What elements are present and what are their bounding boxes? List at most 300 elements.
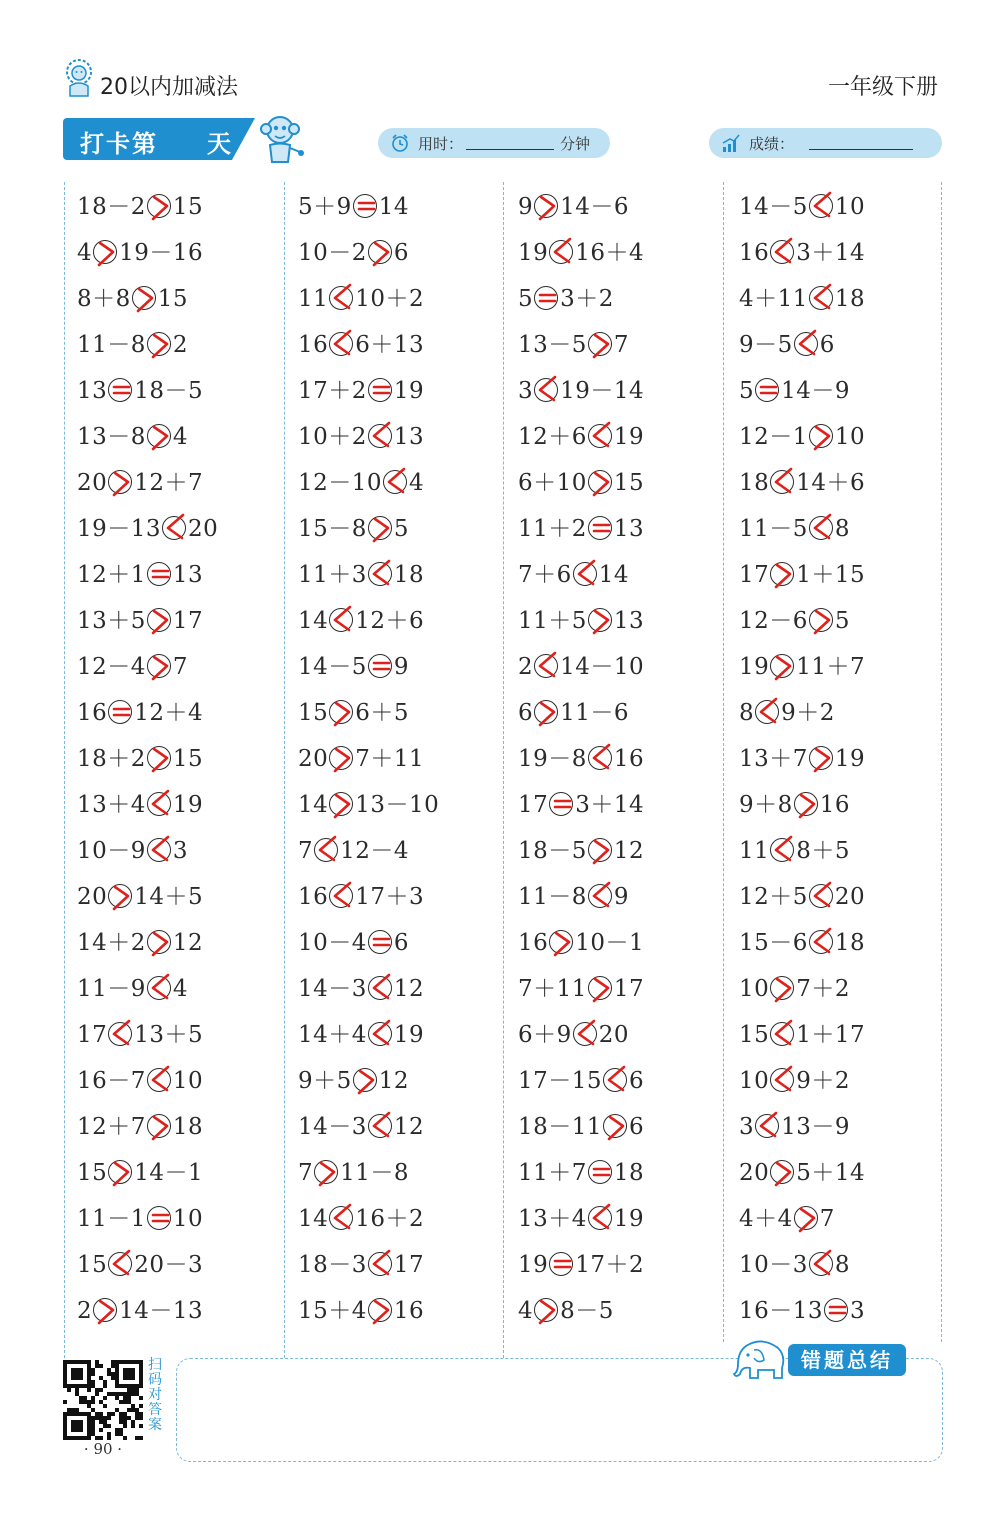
problem-column-3 [518,184,728,1334]
answer-circle[interactable] [534,378,559,403]
answer-circle[interactable] [809,608,834,633]
handwritten-answer-mark [145,1108,175,1144]
comparison-row [739,1196,949,1242]
answer-circle[interactable] [368,516,393,541]
left-expression: 11 [739,838,770,864]
comparison-row [739,1242,949,1288]
answer-circle[interactable] [770,240,795,265]
comparison-row [739,598,949,644]
right-expression: 3＋14 [575,792,645,818]
handwritten-answer-mark [807,1246,837,1282]
answer-circle[interactable] [368,424,393,449]
answer-circle[interactable] [368,976,393,1001]
handwritten-answer-mark [807,280,837,316]
answer-circle[interactable] [549,240,574,265]
right-expression: 6 [819,332,835,358]
right-expression: 19－16 [119,240,204,266]
comparison-row [739,1012,949,1058]
handwritten-answer-mark [145,970,175,1006]
handwritten-answer-mark [366,970,396,1006]
handwritten-answer-mark [327,326,357,362]
answer-circle[interactable] [809,424,834,449]
handwritten-answer-mark [145,188,175,224]
handwritten-answer-mark [586,740,616,776]
comparison-row [518,506,728,552]
handwritten-answer-mark [145,418,175,454]
answer-circle[interactable] [329,792,354,817]
right-expression: 12 [393,976,425,1002]
answer-circle[interactable] [809,286,834,311]
right-expression: 19 [834,746,866,772]
right-expression: 6 [393,240,410,266]
left-expression: 10＋2 [298,424,367,450]
score-field[interactable] [709,128,942,158]
monkey-icon [254,112,306,168]
answer-circle[interactable] [794,332,819,357]
comparison-row [298,966,508,1012]
handwritten-answer-mark [768,970,798,1006]
answer-circle[interactable] [809,746,834,771]
handwritten-answer-mark [586,970,616,1006]
left-expression: 18－5 [518,838,587,864]
answer-circle[interactable] [534,700,559,725]
left-expression: 11＋3 [298,562,367,588]
answer-circle[interactable] [147,838,172,863]
answer-circle[interactable] [108,1252,133,1277]
comparison-row [298,1012,508,1058]
left-expression: 16 [298,332,329,358]
right-expression: 4 [172,424,189,450]
comparison-row [739,230,949,276]
handwritten-answer-mark [768,648,798,684]
left-expression: 11＋5 [518,608,587,634]
handwritten-answer-mark [807,602,837,638]
left-expression: 10－9 [77,838,146,864]
answer-circle[interactable] [809,1252,834,1277]
answer-circle[interactable] [549,930,574,955]
handwritten-answer-mark [327,786,357,822]
right-expression: 15 [172,746,204,772]
left-expression: 9－5 [739,332,793,358]
left-expression: 4 [518,1298,534,1324]
answer-circle[interactable] [93,240,118,265]
left-expression: 12－10 [298,470,383,496]
handwritten-answer-mark [532,694,562,730]
answer-circle[interactable] [770,1160,795,1185]
answer-circle[interactable] [588,884,613,909]
left-expression: 16 [298,884,329,910]
comparison-row [739,184,949,230]
left-expression: 12＋6 [518,424,587,450]
comparison-row [298,552,508,598]
answer-circle[interactable] [770,654,795,679]
handwritten-answer-mark [145,556,175,592]
answer-circle[interactable] [329,608,354,633]
left-expression: 15 [298,700,329,726]
comparison-row [298,1058,508,1104]
left-expression: 14 [298,792,329,818]
answer-circle[interactable] [534,286,559,311]
left-expression: 11－5 [739,516,808,542]
answer-circle[interactable] [824,1298,849,1323]
answer-circle[interactable] [603,1068,628,1093]
problem-column-2 [298,184,508,1334]
right-expression: 17 [613,976,645,1002]
left-expression: 4 [77,240,93,266]
answer-circle[interactable] [147,792,172,817]
answer-circle[interactable] [770,1022,795,1047]
handwritten-answer-mark [768,1016,798,1052]
left-expression: 16－13 [739,1298,824,1324]
daka-day-label: 天 [207,130,231,158]
comparison-row [77,736,287,782]
comparison-row [518,414,728,460]
handwritten-answer-mark [106,1246,136,1282]
answer-circle[interactable] [588,608,613,633]
answer-circle[interactable] [770,838,795,863]
handwritten-answer-mark [768,234,798,270]
handwritten-answer-mark [571,556,601,592]
right-expression: 3＋14 [796,240,866,266]
answer-circle[interactable] [368,1298,393,1323]
handwritten-answer-mark [106,694,136,730]
right-expression: 6 [393,930,410,956]
answer-circle[interactable] [147,1068,172,1093]
right-expression: 18 [834,930,866,956]
answer-circle[interactable] [108,1160,133,1185]
answer-circle[interactable] [368,1252,393,1277]
right-expression: 11＋7 [796,654,866,680]
handwritten-answer-mark [145,326,175,362]
answer-circle[interactable] [770,1068,795,1093]
right-expression: 6＋5 [355,700,410,726]
right-expression: 2 [172,332,189,358]
handwritten-answer-mark [312,832,342,868]
answer-circle[interactable] [534,1298,559,1323]
answer-circle[interactable] [93,1298,118,1323]
right-expression: 8 [834,1252,851,1278]
comparison-row [518,1288,728,1334]
right-expression: 12＋6 [355,608,425,634]
comparison-row [518,920,728,966]
comparison-row [77,966,287,1012]
score-blank [809,149,913,150]
answer-circle[interactable] [147,194,172,219]
right-expression: 14＋5 [134,884,204,910]
answer-circle[interactable] [588,976,613,1001]
right-expression: 10 [172,1068,204,1094]
left-expression: 14 [298,1206,329,1232]
comparison-row [518,690,728,736]
answer-circle[interactable] [573,562,598,587]
comparison-row [298,230,508,276]
answer-circle[interactable] [368,562,393,587]
answer-circle[interactable] [108,378,133,403]
left-expression: 11－9 [77,976,146,1002]
comparison-row [77,1288,287,1334]
handwritten-answer-mark [145,1200,175,1236]
right-expression: 10＋2 [355,286,425,312]
comparison-row [298,1150,508,1196]
answer-circle[interactable] [147,562,172,587]
answer-circle[interactable] [368,1114,393,1139]
left-expression: 20 [77,884,108,910]
answer-circle[interactable] [794,1206,819,1231]
left-expression: 16－7 [77,1068,146,1094]
handwritten-answer-mark [586,464,616,500]
right-expression: 19－14 [560,378,645,404]
answer-circle[interactable] [588,838,613,863]
left-expression: 13＋4 [518,1206,587,1232]
right-expression: 19 [613,424,645,450]
answer-circle[interactable] [588,746,613,771]
answer-circle[interactable] [147,930,172,955]
answer-circle[interactable] [809,516,834,541]
answer-circle[interactable] [770,562,795,587]
answer-circle[interactable] [147,1114,172,1139]
answer-circle[interactable] [755,700,780,725]
comparison-row [518,1150,728,1196]
answer-circle[interactable] [147,1206,172,1231]
comparison-row [77,368,287,414]
handwritten-answer-mark [586,878,616,914]
left-expression: 10－2 [298,240,367,266]
problem-column-1 [77,184,287,1334]
handwritten-answer-mark [768,556,798,592]
answer-circle[interactable] [147,746,172,771]
right-expression: 17 [172,608,204,634]
handwritten-answer-mark [366,1016,396,1052]
comparison-row [77,1012,287,1058]
handwritten-answer-mark [145,786,175,822]
answer-circle[interactable] [534,654,559,679]
answer-circle[interactable] [108,1022,133,1047]
left-expression: 7 [298,1160,314,1186]
comparison-row [77,874,287,920]
handwritten-answer-mark [792,786,822,822]
answer-circle[interactable] [809,884,834,909]
answer-circle[interactable] [588,1160,613,1185]
right-expression: 12 [378,1068,410,1094]
comparison-row [77,690,287,736]
left-expression: 3 [518,378,534,404]
right-expression: 3 [850,1298,866,1324]
left-expression: 12－1 [739,424,808,450]
comparison-row [518,598,728,644]
comparison-row [518,276,728,322]
comparison-row [518,828,728,874]
left-expression: 15－6 [739,930,808,956]
answer-circle[interactable] [755,1114,780,1139]
qr-label: 扫码对答案 [148,1357,162,1433]
left-expression: 15 [739,1022,770,1048]
handwritten-answer-mark [366,418,396,454]
handwritten-answer-mark [768,1062,798,1098]
right-expression: 7＋11 [355,746,425,772]
time-field[interactable] [378,128,610,158]
answer-circle[interactable] [794,792,819,817]
handwritten-answer-mark [366,1246,396,1282]
left-expression: 10 [739,1068,770,1094]
left-expression: 14－3 [298,1114,367,1140]
comparison-row [518,322,728,368]
handwritten-answer-mark [586,832,616,868]
right-expression: 10－1 [575,930,645,956]
comparison-row [739,782,949,828]
answer-circle[interactable] [329,332,354,357]
answer-circle[interactable] [314,838,339,863]
right-expression: 16 [613,746,645,772]
comparison-row [518,1104,728,1150]
comparison-row [298,414,508,460]
handwritten-answer-mark [91,1292,121,1328]
handwritten-answer-mark [145,924,175,960]
comparison-row [518,782,728,828]
comparison-row [298,644,508,690]
answer-circle[interactable] [147,654,172,679]
answer-circle[interactable] [588,332,613,357]
answer-circle[interactable] [353,194,378,219]
comparison-row [739,920,949,966]
right-expression: 14－1 [134,1160,204,1186]
left-expression: 13＋7 [739,746,808,772]
answer-circle[interactable] [329,286,354,311]
answer-circle[interactable] [755,378,780,403]
left-expression: 18－3 [298,1252,367,1278]
answer-circle[interactable] [809,930,834,955]
right-expression: 18 [172,1114,204,1140]
left-expression: 13－8 [77,424,146,450]
right-expression: 18－5 [134,378,204,404]
right-expression: 20 [188,516,219,542]
right-expression: 3 [172,838,189,864]
grade-label: 一年级下册 [827,75,938,100]
handwritten-answer-mark [532,372,562,408]
handwritten-answer-mark [586,418,616,454]
comparison-row [298,736,508,782]
right-expression: 9 [613,884,630,910]
answer-circle[interactable] [329,746,354,771]
right-expression: 5 [834,608,851,634]
qr-code[interactable] [63,1360,143,1440]
daka-label: 打卡第 [80,130,158,158]
comparison-row [739,644,949,690]
handwritten-answer-mark [366,648,396,684]
answer-circle[interactable] [383,470,408,495]
handwritten-answer-mark [106,464,136,500]
comparison-row [77,460,287,506]
left-expression: 14－3 [298,976,367,1002]
answer-circle[interactable] [368,654,393,679]
answer-circle[interactable] [329,1206,354,1231]
answer-circle[interactable] [549,792,574,817]
comparison-row [298,1196,508,1242]
handwritten-answer-mark [586,602,616,638]
handwritten-answer-mark [807,878,837,914]
right-expression: 9＋2 [796,1068,851,1094]
answer-circle[interactable] [108,470,133,495]
comparison-row [298,322,508,368]
handwritten-answer-mark [366,924,396,960]
answer-circle[interactable] [147,608,172,633]
handwritten-answer-mark [106,878,136,914]
handwritten-answer-mark [586,1154,616,1190]
answer-circle[interactable] [108,700,133,725]
answer-circle[interactable] [108,884,133,909]
left-expression: 19－8 [518,746,587,772]
comparison-row [518,230,728,276]
right-expression: 4 [172,976,189,1002]
right-expression: 14 [378,194,410,220]
left-expression: 15 [77,1160,108,1186]
comparison-row [739,1058,949,1104]
answer-circle[interactable] [368,240,393,265]
left-expression: 13 [77,378,108,404]
answer-circle[interactable] [132,286,157,311]
left-expression: 2 [518,654,534,680]
comparison-row [298,184,508,230]
handwritten-answer-mark [571,1016,601,1052]
handwritten-answer-mark [366,1292,396,1328]
right-expression: 12－4 [340,838,410,864]
answer-circle[interactable] [603,1114,628,1139]
answer-circle[interactable] [353,1068,378,1093]
answer-circle[interactable] [770,976,795,1001]
handwritten-answer-mark [532,1292,562,1328]
answer-circle[interactable] [368,1022,393,1047]
left-expression: 10 [739,976,770,1002]
answer-circle[interactable] [314,1160,339,1185]
problem-column-4 [739,184,949,1334]
answer-circle[interactable] [809,194,834,219]
comparison-row [518,644,728,690]
answer-circle[interactable] [147,976,172,1001]
handwritten-answer-mark [366,1108,396,1144]
mistake-summary-label: 错题总结 [788,1344,906,1376]
answer-circle[interactable] [147,332,172,357]
right-expression: 20－3 [134,1252,204,1278]
answer-circle[interactable] [329,700,354,725]
answer-circle[interactable] [534,194,559,219]
answer-circle[interactable] [162,516,187,541]
answer-circle[interactable] [588,516,613,541]
answer-circle[interactable] [573,1022,598,1047]
answer-circle[interactable] [588,470,613,495]
right-expression: 17＋3 [355,884,425,910]
comparison-row [298,1242,508,1288]
left-expression: 11－8 [77,332,146,358]
answer-circle[interactable] [368,378,393,403]
left-expression: 20 [77,470,108,496]
left-expression: 9＋8 [739,792,793,818]
answer-circle[interactable] [588,424,613,449]
left-expression: 3 [739,1114,755,1140]
answer-circle[interactable] [368,930,393,955]
handwritten-answer-mark [586,1200,616,1236]
right-expression: 7 [613,332,630,358]
right-expression: 20 [834,884,866,910]
bar-chart-icon [721,133,741,153]
comparison-row [739,1288,949,1334]
left-expression: 19 [739,654,770,680]
answer-circle[interactable] [329,884,354,909]
answer-circle[interactable] [147,424,172,449]
answer-circle[interactable] [588,1206,613,1231]
right-expression: 6 [629,1068,645,1094]
comparison-row [77,276,287,322]
answer-circle[interactable] [770,470,795,495]
answer-circle[interactable] [549,1252,574,1277]
